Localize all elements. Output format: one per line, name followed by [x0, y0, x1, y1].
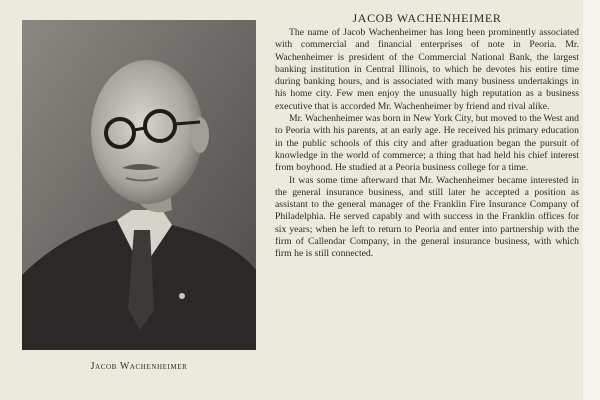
article-paragraph-1: The name of Jacob Wachenheimer has long been prominently associated with commercial and financial enterprises of note in Peoria. Mr. Wachenheimer is president of the Commercial National Bank, the largest banking institution in Central Illinois, to which he devotes his entire time during banking hours, and is associated with many business undertakings in his home city. Few men enjoy the unusually high reputation as a business executive that is accorded Mr. Wachenheimer by friend and rival alike.: [275, 27, 579, 112]
portrait-image: [22, 20, 256, 350]
portrait-photo: [22, 20, 256, 350]
article-column: [275, 11, 579, 261]
portrait-caption: Jacob Wachenheimer: [90, 361, 188, 372]
article-title: JACOB WACHENHEIMER: [352, 11, 502, 25]
article-paragraph-2: Mr. Wachenheimer was born in New York City, but moved to the West and to Peoria with his parents, at an early age. He received his primary education in the public schools of this city and after graduation began the pursuit of knowledge in the world of commerce; a thing that had held his chief interest from boyhood. He studied at a Peoria business college for a time.: [275, 113, 579, 174]
page-edge: [583, 0, 600, 400]
article-paragraph-3: It was some time afterward that Mr. Wachenheimer became interested in the general insurance business, and still later he accepted a position as assistant to the general manager of the Franklin Fire Insurance Company of Philadelphia. He served capably and with success in the Franklin offices for six years; when he left to return to Peoria and enter into partnership with the firm of Callendar Company, in the general insurance business, with which firm he is still connected.: [275, 174, 579, 260]
